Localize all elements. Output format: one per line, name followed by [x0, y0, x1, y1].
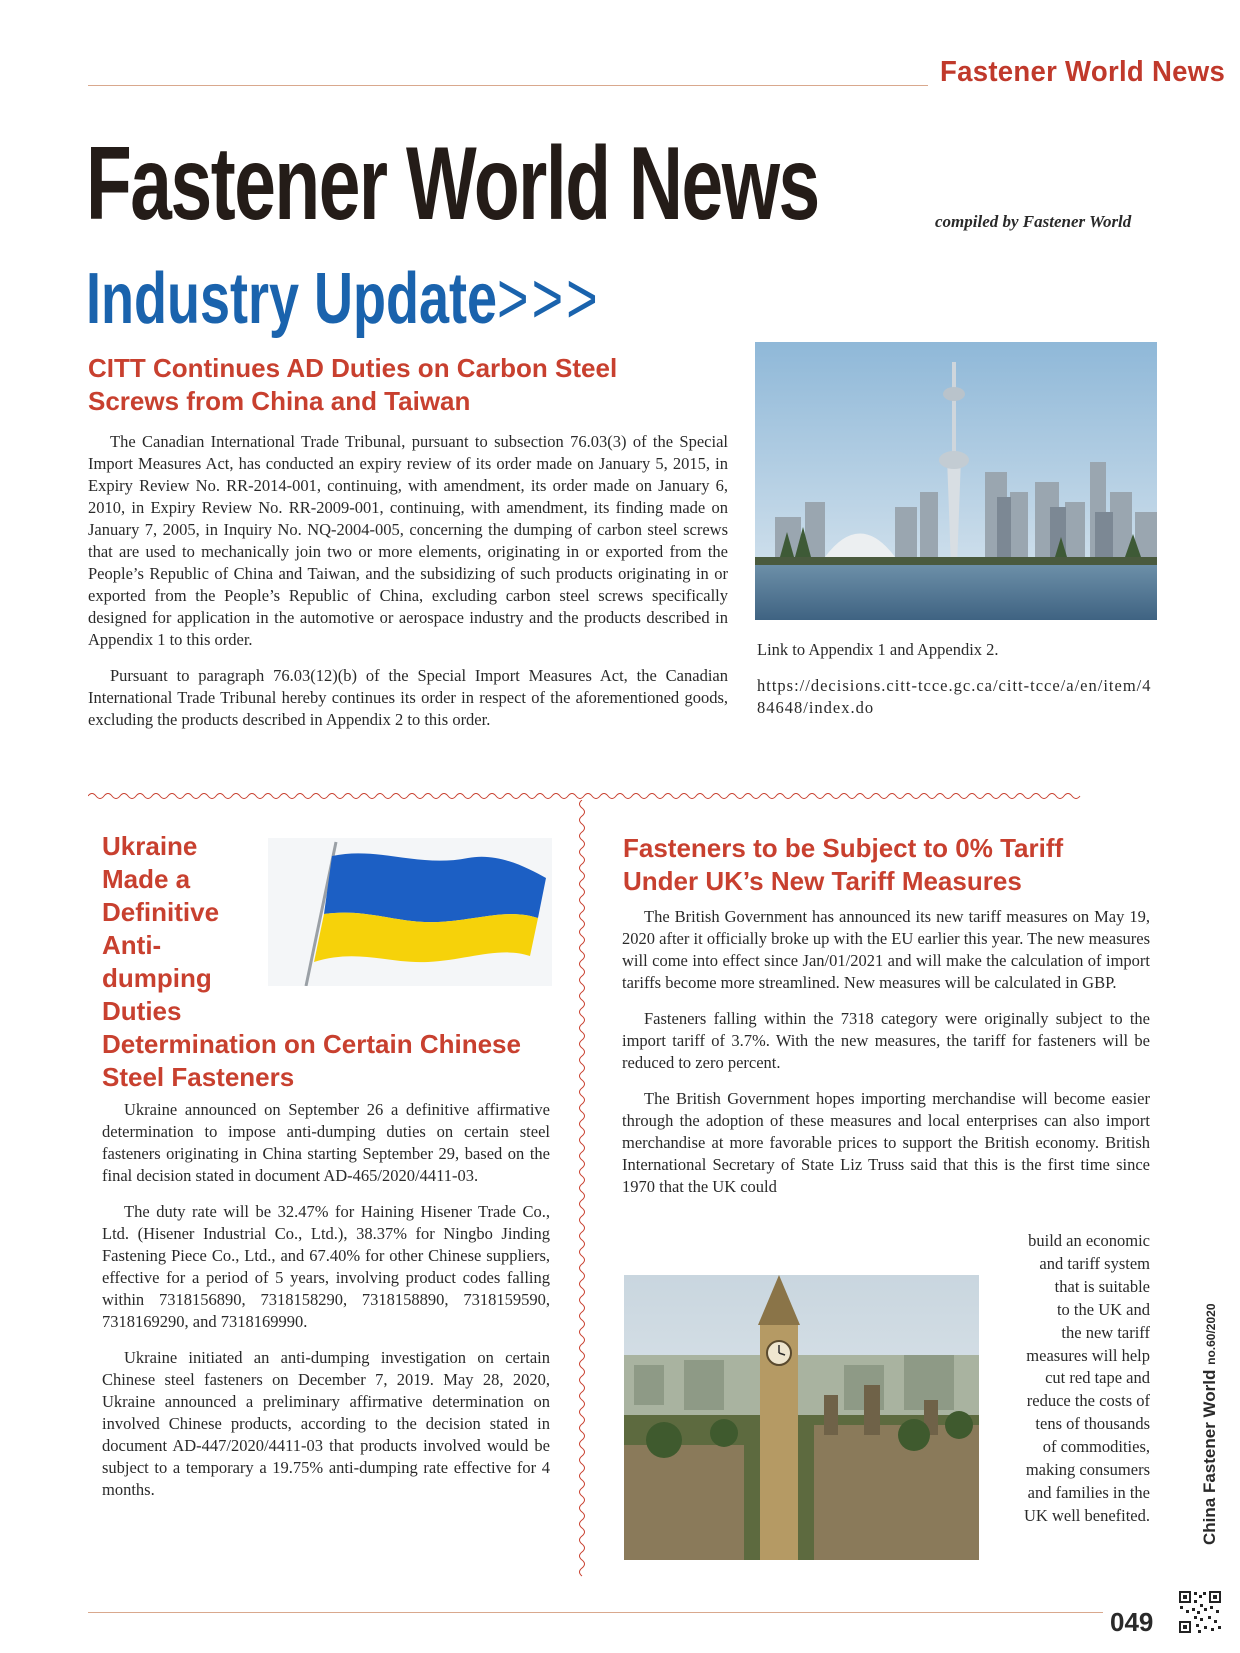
uk-wrap-line: and families in the — [1027, 1482, 1150, 1502]
uk-article-title: Fasteners to be Subject to 0% Tariff Under UK’s New Tariff Measures — [623, 833, 1064, 896]
uk-wrap-line: reduce the costs of — [1026, 1391, 1150, 1411]
section-arrows: >>> — [497, 259, 601, 339]
ukraine-paragraph: Ukraine initiated an anti-dumping investigation on certain Chinese steel fasteners on December 7, 2019. May 28, 2020, Ukraine announced a preliminary affirmative determination on involved Chinese products, according to the decision stated in document AD-447/2020/4411-03 that products involved would be subject to a temporary a 19.75% anti-dumping rate effective for 4 months. — [102, 1348, 550, 1499]
uk-wrap-line: UK well benefited. — [1024, 1505, 1150, 1525]
ukraine-article-body — [102, 1099, 550, 1515]
ukraine-paragraph: The duty rate will be 32.47% for Haining Hisener Trade Co., Ltd. (Hisener Industrial Co., Ltd.), 38.37% for Ningbo Jinding Fastening Piece Co., Ltd., and 67.40% for other Chinese suppliers, effective for a period of 5 years, involving product codes falling within 7318156890, 7318158290, 7318158890, 7318159590, 7318169290, and 7318169990. — [102, 1202, 550, 1331]
uk-wrap-line: the new tariff — [1061, 1322, 1150, 1342]
section-heading — [86, 259, 601, 339]
ukraine-title-line: Made a — [102, 864, 191, 894]
ukraine-paragraph: Ukraine announced on September 26 a definitive affirmative determination to impose anti-dumping duties on certain steel fasteners originating in China starting September 29, based on the final decision stated in document AD-465/2020/4411-03. — [102, 1100, 550, 1185]
citt-link-block — [757, 639, 1157, 719]
ukraine-title-line: Ukraine — [102, 831, 198, 861]
issue-number: no.60/2020 — [1204, 1303, 1218, 1365]
uk-wrap-line: tens of thousands — [1035, 1414, 1150, 1434]
citt-article-title: CITT Continues AD Duties on Carbon Steel Screws from China and Taiwan — [88, 353, 618, 416]
qr-code-icon[interactable] — [1178, 1590, 1222, 1634]
ukraine-title-line: Duties — [102, 996, 182, 1026]
citt-paragraph: Pursuant to paragraph 76.03(12)(b) of the Special Import Measures Act, the Canadian International Trade Tribunal hereby continues its order in respect of the aforementioned goods, excluding the products described in Appendix 2 to this order. — [88, 666, 728, 729]
ukraine-title-line: Definitive — [102, 897, 220, 927]
footer-rule — [88, 1612, 1103, 1613]
wavy-divider-vertical — [576, 800, 588, 1600]
magazine-name: China Fastener World — [1200, 1369, 1219, 1545]
ukraine-title-line: dumping — [102, 963, 212, 993]
uk-wrap-line: that is suitable — [1054, 1276, 1150, 1296]
uk-wrap-line: measures will help — [1026, 1345, 1150, 1365]
running-header: Fastener World News — [940, 56, 1226, 88]
uk-wrap-line: and tariff system — [1039, 1253, 1150, 1273]
uk-wrap-line: build an economic — [1028, 1231, 1150, 1250]
uk-wrap-line: cut red tape and — [1045, 1368, 1150, 1388]
uk-paragraph: The British Government hopes importing merchandise will become easier through the adoption of these measures and local enterprises can also import merchandise at more favorable prices to support the British economy. British International Secretary of State Liz Truss said that this is the first time since 1970 that the UK could — [622, 1089, 1150, 1196]
ukraine-title-line: Anti- — [102, 930, 162, 960]
uk-paragraph: The British Government has announced its new tariff measures on May 19, 2020 after it officially broke up with the EU earlier this year. The new measures will come into effect since Jan/01/2021 and will make the calculation of import tariffs become more streamlined. New measures will be calculated in GBP. — [622, 907, 1150, 992]
uk-paragraph: Fasteners falling within the 7318 category were originally subject to the import tariff of 3.7%. With the new measures, the tariff for fasteners will be reduced to zero percent. — [622, 1009, 1150, 1072]
section-title: Industry Update — [86, 259, 498, 339]
header-rule — [88, 85, 928, 86]
big-ben-london-photo — [624, 1275, 979, 1560]
appendix-url[interactable]: https://decisions.citt-tcce.gc.ca/citt-tcce/a/en/item/484648/index.do — [757, 676, 1152, 717]
uk-wrap-line: of commodities, — [1042, 1437, 1150, 1457]
uk-wrap-line: to the UK and — [1056, 1299, 1150, 1319]
uk-article-body — [622, 906, 1150, 1212]
ukraine-title-line: Steel Fasteners — [102, 1062, 295, 1092]
masthead-title: Fastener World News — [86, 126, 819, 242]
compiled-by: compiled by Fastener World — [935, 212, 1132, 231]
wavy-divider-horizontal — [88, 790, 1168, 802]
uk-wrap-line: making consumers — [1025, 1460, 1150, 1480]
citt-paragraph: The Canadian International Trade Tribunal, pursuant to subsection 76.03(3) of the Special Import Measures Act, has conducted an expiry review of its order made on January 5, 2015, in Expiry Review No. RR-2014-001, continuing, with amendment, its order made on January 6, 2010, in Expiry Review No. RR-2009-001, continuing, with amendment, its finding made on January 7, 2005, in Inquiry No. NQ-2004-005, concerning the dumping of carbon steel screws that are used to mechanically join two or more elements, originating in or exported from the People’s Republic of China and Taiwan, and the subsidizing of such products originating in or exported from the People’s Republic of China, excluding carbon steel screws specifically designed for application in the automotive or aerospace industry and the products described in Appendix 1 to this order. — [88, 432, 728, 649]
ukraine-title-line: Determination on Certain Chinese — [102, 1029, 521, 1059]
toronto-skyline-photo — [755, 342, 1157, 620]
magazine-side-label — [1200, 1304, 1220, 1546]
page-number: 049 — [1110, 1607, 1154, 1637]
citt-article-body — [88, 431, 728, 745]
ukraine-flag-photo — [268, 838, 552, 986]
uk-article-wrap-text — [990, 1230, 1150, 1528]
appendix-link-label: Link to Appendix 1 and Appendix 2. — [757, 640, 999, 659]
